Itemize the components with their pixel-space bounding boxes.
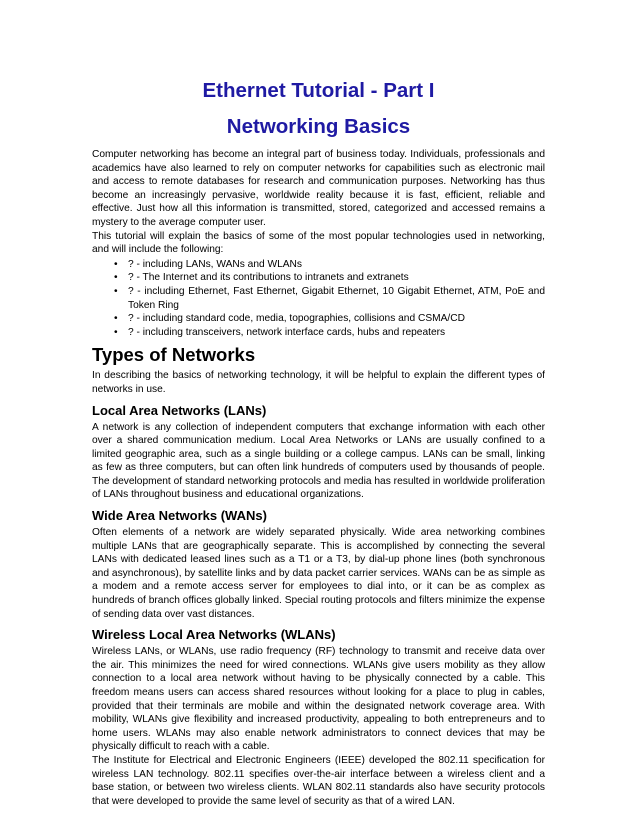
bullet-icon: •: [114, 326, 118, 338]
list-item-text: ? - including LANs, WANs and WLANs: [128, 258, 303, 270]
document-page: [92, 78, 545, 808]
bullet-icon: •: [114, 285, 118, 297]
lan-paragraph: A network is any collection of independent computers that exchange information with each other over a shared communication medium. Local Area Networks or LANs are usually confined to a limited geographic area, such as a single building or a college campus. LANs can be small, linking as few as three computers, but can often link hundreds of computers used by thousands of people. The development of standard networking protocols and media has resulted in worldwide proliferation of LANs throughout business and educational organizations.: [92, 421, 545, 501]
list-item-text: ? - The Internet and its contributions to intranets and extranets: [128, 272, 409, 284]
document-title: Ethernet Tutorial - Part I: [202, 79, 435, 102]
document-subtitle: Networking Basics: [226, 115, 411, 138]
bullet-icon: •: [114, 272, 118, 284]
topic-bullet-list: [92, 258, 545, 340]
intro-paragraph-2: This tutorial will explain the basics of some of the most popular technologies used in networking, and will include the following:: [92, 230, 545, 256]
list-item-text: ? - including standard code, media, topographies, collisions and CSMA/CD: [128, 313, 465, 325]
wlan-paragraph: Wireless LANs, or WLANs, use radio frequency (RF) technology to transmit and receive data over the air. This minimizes the need for wired connections. WLANs give users mobility as they allow connection to a local area network without having to be physically connected by a cable. This freedom means users can access shared resources without looking for a place to plug in cables, provided that their terminals are mobile and within the designated network coverage area. With mobility, WLANs give flexibility and increased productivity, appealing to both entrepreneurs and to home users. WLANs may also enable network administrators to connect devices that may be physically difficult to reach with a cable.: [92, 646, 545, 753]
types-of-networks-heading: Types of Networks: [92, 344, 256, 366]
list-item-text: ? - including transceivers, network interface cards, hubs and repeaters: [128, 326, 446, 338]
list-item: [114, 271, 545, 285]
wlan-heading: Wireless Local Area Networks (WLANs): [92, 627, 336, 643]
intro-paragraph: Computer networking has become an integral part of business today. Individuals, professionals and academics have also learned to rely on computer networks for capabilities such as electronic mail and access to remote databases for research and communication purposes. Networking has thus become an increasingly pervasive, worldwide reality because it is fast, efficient, reliable and effective. Just how all this information is transmitted, stored, categorized and accessed remains a mystery to the average computer user.: [92, 149, 545, 228]
bullet-icon: •: [114, 258, 118, 270]
wan-heading: Wide Area Networks (WANs): [92, 508, 267, 524]
wlan-paragraph-2: The Institute for Electrical and Electronic Engineers (IEEE) developed the 802.11 specification for wireless LAN technology. 802.11 specifies over-the-air interface between a wireless client and a base station, or between two wireless clients. WLAN 802.11 standards also have security protocols that were developed to provide the same level of security as that of a wired LAN.: [92, 754, 545, 807]
list-item: [114, 326, 545, 340]
list-item: [114, 285, 545, 312]
list-item-text: ? - including Ethernet, Fast Ethernet, Gigabit Ethernet, 10 Gigabit Ethernet, ATM, PoE and Token Ring: [128, 285, 545, 311]
list-item: [114, 312, 545, 326]
list-item: [114, 258, 545, 272]
types-paragraph: In describing the basics of networking technology, it will be helpful to explain the different types of networks in use.: [92, 370, 545, 395]
wan-paragraph: Often elements of a network are widely separated physically. Wide area networking combines multiple LANs that are geographically separate. This is accomplished by connecting the several LANs with dedicated leased lines such as a T1 or a T3, by dial-up phone lines (both synchronous and asynchronous), by satellite links and by data packet carrier services. WANs can be as simple as a modem and a remote access server for employees to dial into, or it can be as complex as hundreds of branch offices globally linked. Special routing protocols and filters minimize the expense of sending data over vast distances.: [92, 527, 545, 620]
bullet-icon: •: [114, 313, 118, 325]
lan-heading: Local Area Networks (LANs): [92, 402, 267, 418]
